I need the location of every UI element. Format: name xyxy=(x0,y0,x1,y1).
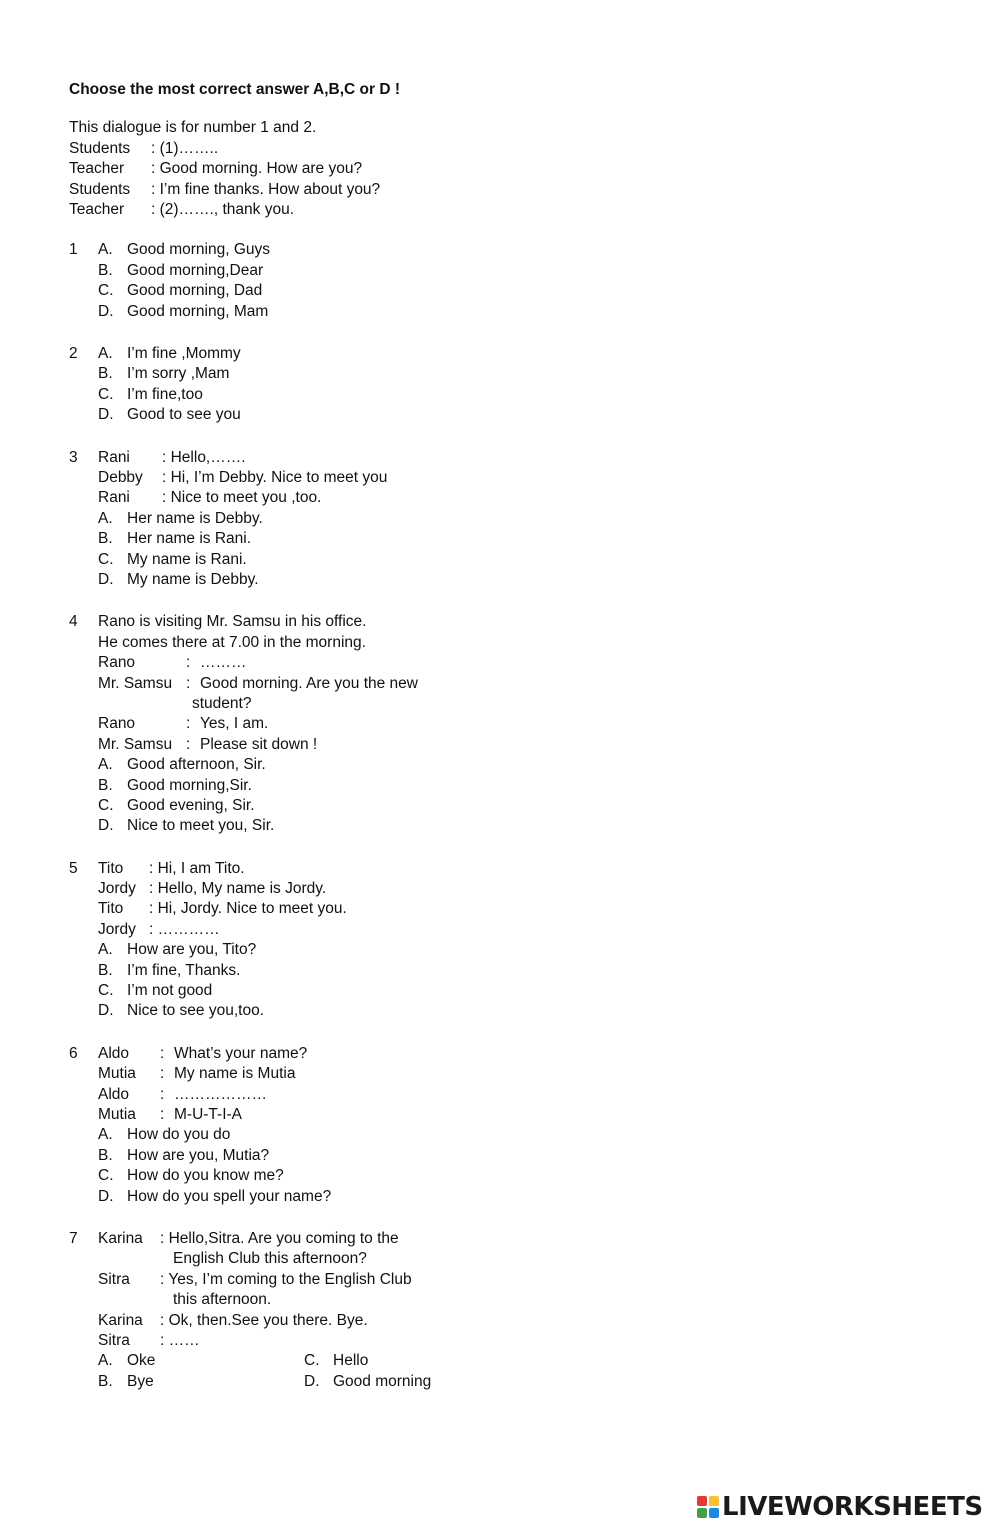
speaker: Students xyxy=(69,139,131,157)
dialogue-line xyxy=(98,1064,949,1084)
question-4 xyxy=(69,612,949,836)
dialogue-line xyxy=(98,1229,949,1249)
question-number: 6 xyxy=(69,1044,78,1062)
utterance-continuation: this afternoon. xyxy=(173,1291,272,1309)
speaker: Rani xyxy=(98,489,130,507)
option-text: How do you do xyxy=(127,1126,231,1144)
option-text: I’m fine,too xyxy=(127,385,203,403)
utterance: : Hello,Sitra. Are you coming to the xyxy=(160,1230,399,1248)
utterance: : Good morning. How are you? xyxy=(151,160,363,178)
option-letter: C. xyxy=(98,282,114,300)
dialogue-line xyxy=(98,735,949,755)
question-2 xyxy=(69,344,949,426)
option-text: Good to see you xyxy=(127,406,241,424)
option-text: Her name is Rani. xyxy=(127,530,252,548)
option-text: Nice to meet you, Sir. xyxy=(127,817,275,835)
option-letter: C. xyxy=(98,1167,114,1185)
option-letter: C. xyxy=(304,1352,320,1370)
option-letter: A. xyxy=(98,509,113,527)
option-letter: B. xyxy=(98,530,113,548)
option-text: My name is Debby. xyxy=(127,570,259,588)
question-number: 3 xyxy=(69,448,78,466)
speaker: Mr. Samsu xyxy=(98,735,173,753)
utterance: : …… xyxy=(160,1332,200,1350)
option-text: Nice to see you,too. xyxy=(127,1002,264,1020)
option-text: How do you spell your name? xyxy=(127,1187,332,1205)
option-text: I’m not good xyxy=(127,982,213,1000)
speaker: Tito xyxy=(98,859,124,877)
option-d[interactable] xyxy=(98,405,949,425)
option-letter: D. xyxy=(98,570,114,588)
option-text: Good morning, Mam xyxy=(127,302,269,320)
option-c[interactable] xyxy=(98,981,949,1001)
utterance: : (2)……., thank you. xyxy=(151,201,294,218)
option-a[interactable] xyxy=(98,1125,949,1145)
intro-dialogue xyxy=(69,118,949,220)
option-c[interactable] xyxy=(98,281,949,301)
instructions-title: Choose the most correct answer A,B,C or D ! xyxy=(69,81,401,98)
option-letter: B. xyxy=(98,365,113,383)
option-text: Good morning,Sir. xyxy=(127,776,252,794)
option-letter: B. xyxy=(98,1146,113,1164)
speaker: Jordy xyxy=(98,880,136,898)
question-number: 1 xyxy=(69,241,78,259)
dialogue-line xyxy=(98,859,949,879)
question-5 xyxy=(69,859,949,1022)
option-c[interactable] xyxy=(98,1166,949,1186)
option-text: Good morning, Dad xyxy=(127,282,263,300)
dialogue-line xyxy=(98,899,949,919)
speaker: Teacher xyxy=(69,160,125,178)
utterance: My name is Mutia xyxy=(174,1065,296,1083)
option-row xyxy=(98,1351,949,1371)
option-b[interactable] xyxy=(98,961,949,981)
option-b[interactable] xyxy=(98,1372,304,1392)
option-letter: D. xyxy=(98,406,114,424)
dialogue-line xyxy=(98,653,949,673)
option-a[interactable] xyxy=(98,940,949,960)
utterance: : Hello, My name is Jordy. xyxy=(149,880,327,898)
option-a[interactable] xyxy=(98,344,949,364)
option-text: How do you know me? xyxy=(127,1167,284,1185)
option-d[interactable] xyxy=(98,816,949,836)
colon: : xyxy=(160,1065,165,1083)
option-c[interactable] xyxy=(304,1351,510,1371)
question-number: 4 xyxy=(69,613,78,631)
utterance: : Nice to meet you ,too. xyxy=(162,489,322,507)
question-6 xyxy=(69,1044,949,1207)
option-text: My name is Rani. xyxy=(127,550,247,568)
utterance: Good morning. Are you the new xyxy=(200,674,418,692)
option-b[interactable] xyxy=(98,1146,949,1166)
option-letter: C. xyxy=(98,982,114,1000)
option-letter: D. xyxy=(304,1372,320,1390)
option-text: Bye xyxy=(127,1372,154,1390)
speaker: Sitra xyxy=(98,1270,130,1288)
dialogue-line xyxy=(98,714,949,734)
speaker: Tito xyxy=(98,900,124,918)
question-number: 5 xyxy=(69,859,78,877)
dialogue-line xyxy=(69,159,949,179)
option-text: Hello xyxy=(333,1352,369,1370)
option-letter: A. xyxy=(98,941,113,959)
option-text: Good afternoon, Sir. xyxy=(127,756,266,774)
utterance: : (1)…….. xyxy=(151,139,219,157)
option-letter: D. xyxy=(98,302,114,320)
colon: : xyxy=(186,674,191,692)
option-letter: A. xyxy=(98,344,113,362)
logo-square xyxy=(709,1508,719,1518)
option-letter: A. xyxy=(98,1352,113,1370)
option-letter: C. xyxy=(98,385,114,403)
logo-square xyxy=(697,1496,707,1506)
question-1 xyxy=(69,240,949,322)
option-d[interactable] xyxy=(304,1372,510,1392)
speaker: Rano xyxy=(98,654,136,672)
option-d[interactable] xyxy=(98,570,949,590)
option-letter: D. xyxy=(98,1187,114,1205)
utterance: : Hi, I’m Debby. Nice to meet you xyxy=(162,468,388,486)
dialogue-line xyxy=(98,674,949,694)
option-letter: A. xyxy=(98,241,113,259)
option-row xyxy=(98,1372,949,1392)
option-letter: B. xyxy=(98,261,113,279)
option-text: Good evening, Sir. xyxy=(127,796,255,814)
dialogue-line xyxy=(98,879,949,899)
option-text: Good morning xyxy=(333,1372,432,1390)
colon: : xyxy=(186,654,191,672)
dialogue-line xyxy=(98,448,949,468)
speaker: Mutia xyxy=(98,1065,136,1083)
option-b[interactable] xyxy=(98,364,949,384)
utterance: ……… xyxy=(200,654,247,672)
option-letter: B. xyxy=(98,776,113,794)
utterance: What’s your name? xyxy=(174,1044,308,1062)
dialogue-line xyxy=(98,1270,949,1290)
option-d[interactable] xyxy=(98,1187,949,1207)
utterance-continuation: English Club this afternoon? xyxy=(173,1250,367,1268)
option-text: I’m fine, Thanks. xyxy=(127,961,241,979)
option-c[interactable] xyxy=(98,550,949,570)
liveworksheets-logo xyxy=(697,1492,983,1522)
dialogue-line xyxy=(98,488,949,508)
option-letter: B. xyxy=(98,1372,113,1390)
speaker: Karina xyxy=(98,1311,143,1329)
speaker: Aldo xyxy=(98,1044,130,1062)
dialogue-line xyxy=(98,1085,949,1105)
option-b[interactable] xyxy=(98,261,949,281)
utterance: : Yes, I’m coming to the English Club xyxy=(160,1270,412,1288)
worksheet xyxy=(69,80,949,1414)
colon: : xyxy=(160,1085,165,1103)
dialogue-line xyxy=(98,468,949,488)
option-d[interactable] xyxy=(98,1001,949,1021)
dialogue-line xyxy=(98,1311,949,1331)
utterance: : Ok, then.See you there. Bye. xyxy=(160,1311,368,1329)
colon: : xyxy=(186,715,191,733)
colon: : xyxy=(160,1106,165,1124)
option-c[interactable] xyxy=(98,796,949,816)
option-b[interactable] xyxy=(98,776,949,796)
option-letter: A. xyxy=(98,756,113,774)
option-a[interactable] xyxy=(98,509,949,529)
speaker: Sitra xyxy=(98,1332,130,1350)
speaker: Mr. Samsu xyxy=(98,674,173,692)
option-d[interactable] xyxy=(98,302,949,322)
option-letter: D. xyxy=(98,817,114,835)
option-a[interactable] xyxy=(98,755,949,775)
speaker: Mutia xyxy=(98,1106,136,1124)
logo-text: LIVEWORKSHEETS xyxy=(722,1491,983,1522)
speaker: Jordy xyxy=(98,920,136,938)
option-a[interactable] xyxy=(98,240,949,260)
logo-square xyxy=(697,1508,707,1518)
dialogue-line xyxy=(98,1331,949,1351)
option-text: Her name is Debby. xyxy=(127,509,263,527)
question-number: 2 xyxy=(69,344,78,362)
question-number: 7 xyxy=(69,1230,78,1248)
option-letter: D. xyxy=(98,1002,114,1020)
dialogue-line xyxy=(98,920,949,940)
utterance: : Hi, I am Tito. xyxy=(149,859,245,877)
question-7 xyxy=(69,1229,949,1392)
speaker: Rano xyxy=(98,715,136,733)
utterance: : Hi, Jordy. Nice to meet you. xyxy=(149,900,347,918)
option-text: How are you, Mutia? xyxy=(127,1146,270,1164)
option-letter: C. xyxy=(98,796,114,814)
utterance: : I’m fine thanks. How about you? xyxy=(151,180,381,198)
utterance-continuation: student? xyxy=(192,694,252,712)
intro-note: This dialogue is for number 1 and 2. xyxy=(69,119,317,137)
colon: : xyxy=(160,1044,165,1062)
dialogue-line xyxy=(98,1105,949,1125)
option-text: Oke xyxy=(127,1352,156,1370)
speaker: Aldo xyxy=(98,1085,130,1103)
option-text: Good morning,Dear xyxy=(127,261,264,279)
option-letter: A. xyxy=(98,1126,113,1144)
logo-icon xyxy=(697,1496,719,1518)
question-stem: He comes there at 7.00 in the morning. xyxy=(98,633,366,651)
utterance: : Hello,……. xyxy=(162,448,246,466)
dialogue-line xyxy=(69,139,949,159)
dialogue-line xyxy=(98,1044,949,1064)
speaker: Rani xyxy=(98,448,130,466)
option-text: I’m sorry ,Mam xyxy=(127,365,230,383)
option-letter: B. xyxy=(98,961,113,979)
question-stem: Rano is visiting Mr. Samsu in his office. xyxy=(98,613,367,631)
speaker: Karina xyxy=(98,1230,143,1248)
utterance: Yes, I am. xyxy=(200,715,269,733)
option-text: I’m fine ,Mommy xyxy=(127,344,241,362)
utterance: : ………… xyxy=(149,920,220,938)
utterance: Please sit down ! xyxy=(200,735,318,753)
speaker: Debby xyxy=(98,468,143,486)
colon: : xyxy=(186,735,191,753)
utterance: ……………… xyxy=(174,1085,267,1103)
logo-square xyxy=(709,1496,719,1506)
option-text: Good morning, Guys xyxy=(127,241,271,259)
utterance: M-U-T-I-A xyxy=(174,1106,243,1124)
option-letter: C. xyxy=(98,550,114,568)
speaker: Students xyxy=(69,180,131,198)
option-c[interactable] xyxy=(98,385,949,405)
dialogue-line xyxy=(69,180,949,200)
speaker: Teacher xyxy=(69,201,125,218)
option-b[interactable] xyxy=(98,529,949,549)
option-a[interactable] xyxy=(98,1351,304,1371)
option-text: How are you, Tito? xyxy=(127,941,257,959)
question-3 xyxy=(69,448,949,591)
dialogue-line xyxy=(69,200,949,220)
